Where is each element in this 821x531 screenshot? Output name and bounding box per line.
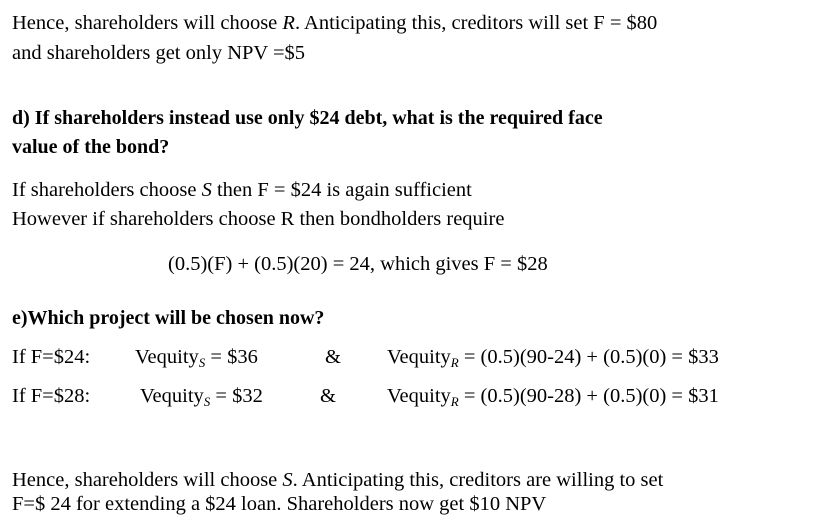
row-2-vs-label: Vequity [140, 385, 204, 407]
row-2-vs-sub: S [203, 394, 211, 409]
part-e-question: e)Which project will be chosen now? [12, 307, 325, 329]
para1-line1 [12, 13, 657, 34]
part-d-answer-line1-a: If shareholders choose [12, 179, 202, 201]
row-2-vr-value: = (0.5)(90-28) + (0.5)(0) = $31 [458, 385, 719, 407]
row-1-vr-value: = (0.5)(90-24) + (0.5)(0) = $33 [458, 346, 719, 368]
para1-line1-b: . Anticipating this, creditors will set F = $80 [294, 12, 658, 34]
row-1-vr-label: Vequity [387, 346, 451, 368]
row-2-vr-sub: R [450, 394, 459, 409]
row-2-vs-value: = $32 [210, 385, 263, 407]
row-1-vs-value: = $36 [205, 346, 258, 368]
row-1-vequity-r [387, 347, 719, 369]
row-1-vs-sub: S [198, 355, 206, 370]
row-1-vr-sub: R [450, 355, 459, 370]
row-2-condition: If F=$28: [12, 385, 91, 407]
part-d-answer-line1-s: S [201, 179, 212, 201]
part-d-answer-line2: However if shareholders choose R then bondholders require [12, 208, 505, 230]
conclusion-line1 [12, 470, 663, 491]
row-2-ampersand: & [320, 385, 336, 407]
part-d-answer-line1 [12, 180, 472, 201]
row-2-vr-label: Vequity [387, 385, 451, 407]
row-1-condition: If F=$24: [12, 346, 91, 368]
para1-line1-r: R [282, 12, 295, 34]
conclusion-line2: F=$ 24 for extending a $24 loan. Shareholders now get $10 NPV [12, 493, 547, 515]
row-1-vequity-s [135, 347, 258, 369]
part-d-answer-line1-b: then F = $24 is again sufficient [211, 179, 472, 201]
row-1-ampersand: & [325, 346, 341, 368]
conclusion-line1-s: S [282, 469, 293, 491]
row-1-vs-label: Vequity [135, 346, 199, 368]
part-d-equation: (0.5)(F) + (0.5)(20) = 24, which gives F = $28 [168, 253, 548, 275]
conclusion-line1-a: Hence, shareholders will choose [12, 469, 283, 491]
para1-line2: and shareholders get only NPV =$5 [12, 42, 306, 64]
row-2-vequity-r [387, 386, 719, 408]
part-d-question-line1: d) If shareholders instead use only $24 debt, what is the required face [12, 107, 603, 129]
row-2-vequity-s [140, 386, 263, 408]
para1-line1-a: Hence, shareholders will choose [12, 12, 283, 34]
conclusion-line1-b: . Anticipating this, creditors are willing to set [292, 469, 664, 491]
part-d-question-line2: value of the bond? [12, 136, 170, 158]
